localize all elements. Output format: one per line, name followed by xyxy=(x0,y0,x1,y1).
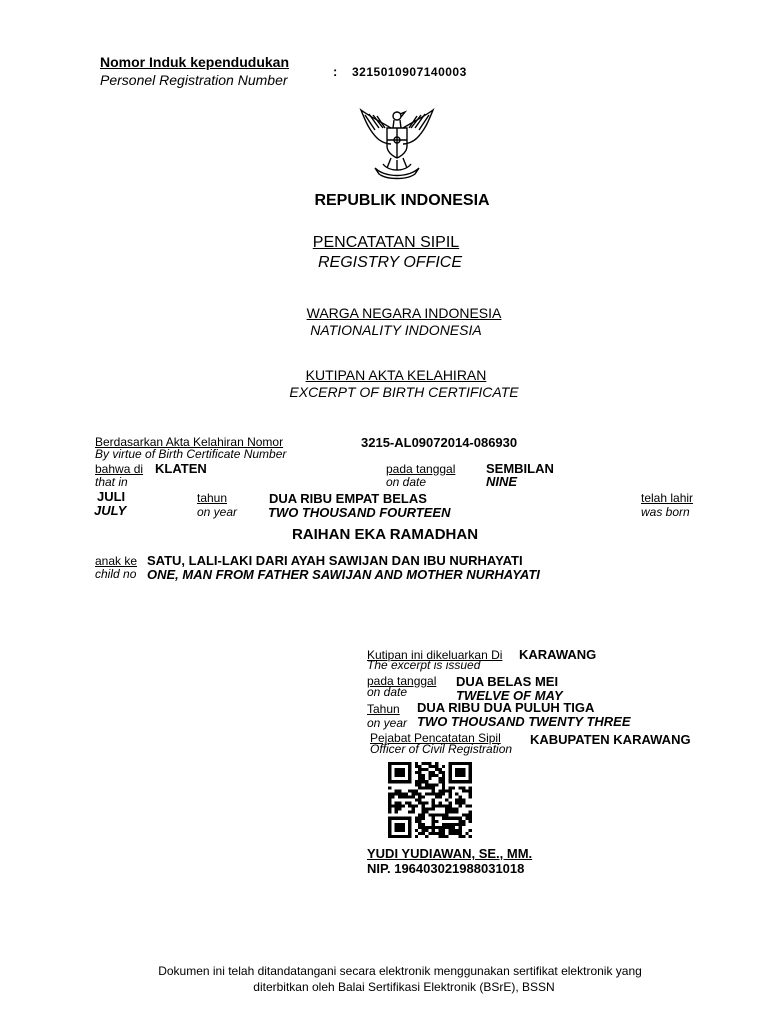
nik-label-en: Personel Registration Number xyxy=(100,72,288,88)
birth-place-value: KLATEN xyxy=(155,461,207,476)
nik-label: Nomor Induk kependudukan xyxy=(100,54,290,70)
nationality-title-en: NATIONALITY INDONESIA xyxy=(310,322,482,338)
child-info-en: ONE, MAN FROM FATHER SAWIJAN AND MOTHER NURHAYATI xyxy=(147,567,540,582)
birth-year-label-en: on year xyxy=(197,505,238,519)
birth-date-label: pada tanggal xyxy=(386,462,456,476)
issue-year-value: DUA RIBU DUA PULUH TIGA xyxy=(417,700,595,715)
nationality-title: WARGA NEGARA INDONESIA xyxy=(306,305,502,321)
issued-label: Kutipan ini dikeluarkan Di xyxy=(367,648,503,662)
birth-day-value-en: NINE xyxy=(486,474,518,489)
born-label-en: was born xyxy=(641,505,690,519)
nik-colon: : xyxy=(333,64,338,79)
footer-line-2: diterbitkan oleh Balai Sertifikasi Elektronik (BSrE), BSSN xyxy=(253,980,555,994)
officer-office-value: KABUPATEN KARAWANG xyxy=(530,732,691,747)
signer-name: YUDI YUDIAWAN, SE., MM. xyxy=(367,846,533,861)
issue-date-value: DUA BELAS MEI xyxy=(456,674,559,689)
garuda-emblem-icon xyxy=(357,106,437,180)
issue-year-label: Tahun xyxy=(367,702,400,716)
issue-date-label-en: on date xyxy=(367,685,408,699)
birth-month-value-en: JULY xyxy=(94,503,127,518)
birth-year-label: tahun xyxy=(197,491,228,505)
born-label: telah lahir xyxy=(641,491,694,505)
issue-year-label-en: on year xyxy=(367,716,408,730)
issue-date-value-en: TWELVE OF MAY xyxy=(456,688,563,703)
officer-label: Pejabat Pencatatan Sipil xyxy=(370,731,501,745)
qr-code-icon xyxy=(388,762,472,838)
child-order-label: anak ke xyxy=(95,554,138,568)
birth-date-label-en: on date xyxy=(386,475,427,489)
cert-number-label: Berdasarkan Akta Kelahiran Nomor xyxy=(95,435,284,449)
birth-month-value: JULI xyxy=(97,489,126,504)
footer-line-1: Dokumen ini telah ditandatangani secara elektronik menggunakan sertifikat elektronik yang xyxy=(158,964,642,978)
issue-date-label: pada tanggal xyxy=(367,674,437,688)
cert-number-label-en: By virtue of Birth Certificate Number xyxy=(95,447,287,461)
officer-label-en: Officer of Civil Registration xyxy=(370,742,513,756)
birth-place-label: bahwa di xyxy=(95,462,144,476)
birth-day-value: SEMBILAN xyxy=(486,461,554,476)
office-title-en: REGISTRY OFFICE xyxy=(317,254,463,271)
issue-year-value-en: TWO THOUSAND TWENTY THREE xyxy=(417,714,631,729)
birth-year-value-en: TWO THOUSAND FOURTEEN xyxy=(268,505,451,520)
issued-label-en: The excerpt is issued xyxy=(367,658,481,672)
country-title: REPUBLIK INDONESIA xyxy=(314,192,490,209)
document-title: KUTIPAN AKTA KELAHIRAN xyxy=(305,367,487,383)
issued-place-value: KARAWANG xyxy=(519,647,597,662)
signer-nip: NIP. 196403021988031018 xyxy=(367,861,525,876)
office-title: PENCATATAN SIPIL xyxy=(312,234,460,251)
birth-place-label-en: that in xyxy=(95,475,128,489)
child-info: SATU, LALI-LAKI DARI AYAH SAWIJAN DAN IBU NURHAYATI xyxy=(147,553,523,568)
birth-year-value: DUA RIBU EMPAT BELAS xyxy=(269,491,427,506)
child-order-label-en: child no xyxy=(95,567,137,581)
child-name: RAIHAN EKA RAMADHAN xyxy=(291,526,479,543)
nik-value: 3215010907140003 xyxy=(352,65,467,79)
document-title-en: EXCERPT OF BIRTH CERTIFICATE xyxy=(289,384,519,400)
cert-number-value: 3215-AL09072014-086930 xyxy=(361,435,518,450)
